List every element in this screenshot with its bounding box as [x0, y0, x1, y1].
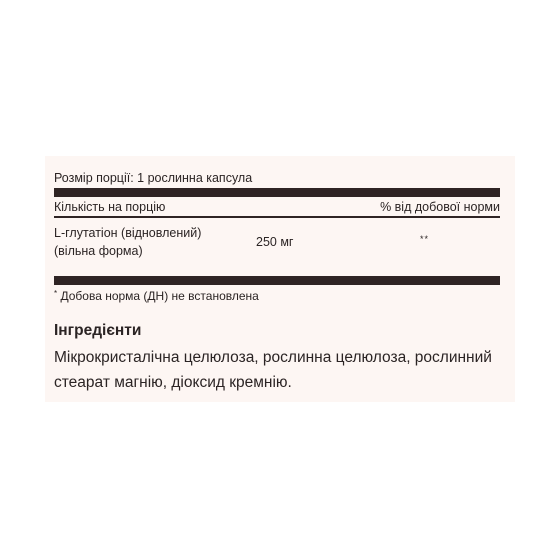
amount-per-serving-label: Кількість на порцію	[54, 200, 166, 214]
ingredient-daily-value: **	[420, 234, 430, 244]
ingredients-text: Мікрокристалічна целюлоза, рослинна целюлоза, рослинний стеарат магнію, діоксид кремнію.	[54, 349, 492, 391]
table-row	[54, 224, 500, 276]
divider-thick-top	[54, 188, 500, 197]
daily-value-label: % від добової норми	[380, 200, 500, 214]
ingredient-amount: 250 мг	[256, 235, 294, 249]
ingredients-title: Інгредієнти	[54, 322, 142, 339]
supplement-facts-table	[54, 170, 500, 304]
ingredient-name: L-глутатіон (відновлений) (вільна форма)	[54, 226, 202, 258]
footnote-mark: *	[54, 289, 58, 298]
divider-thick-bottom	[54, 276, 500, 285]
divider-thin	[54, 216, 500, 218]
footnote-text: Добова норма (ДН) не встановлена	[60, 289, 259, 303]
serving-size: Розмір порції: 1 рослинна капсула	[54, 171, 253, 185]
footnote	[54, 288, 500, 304]
table-header	[54, 199, 500, 216]
